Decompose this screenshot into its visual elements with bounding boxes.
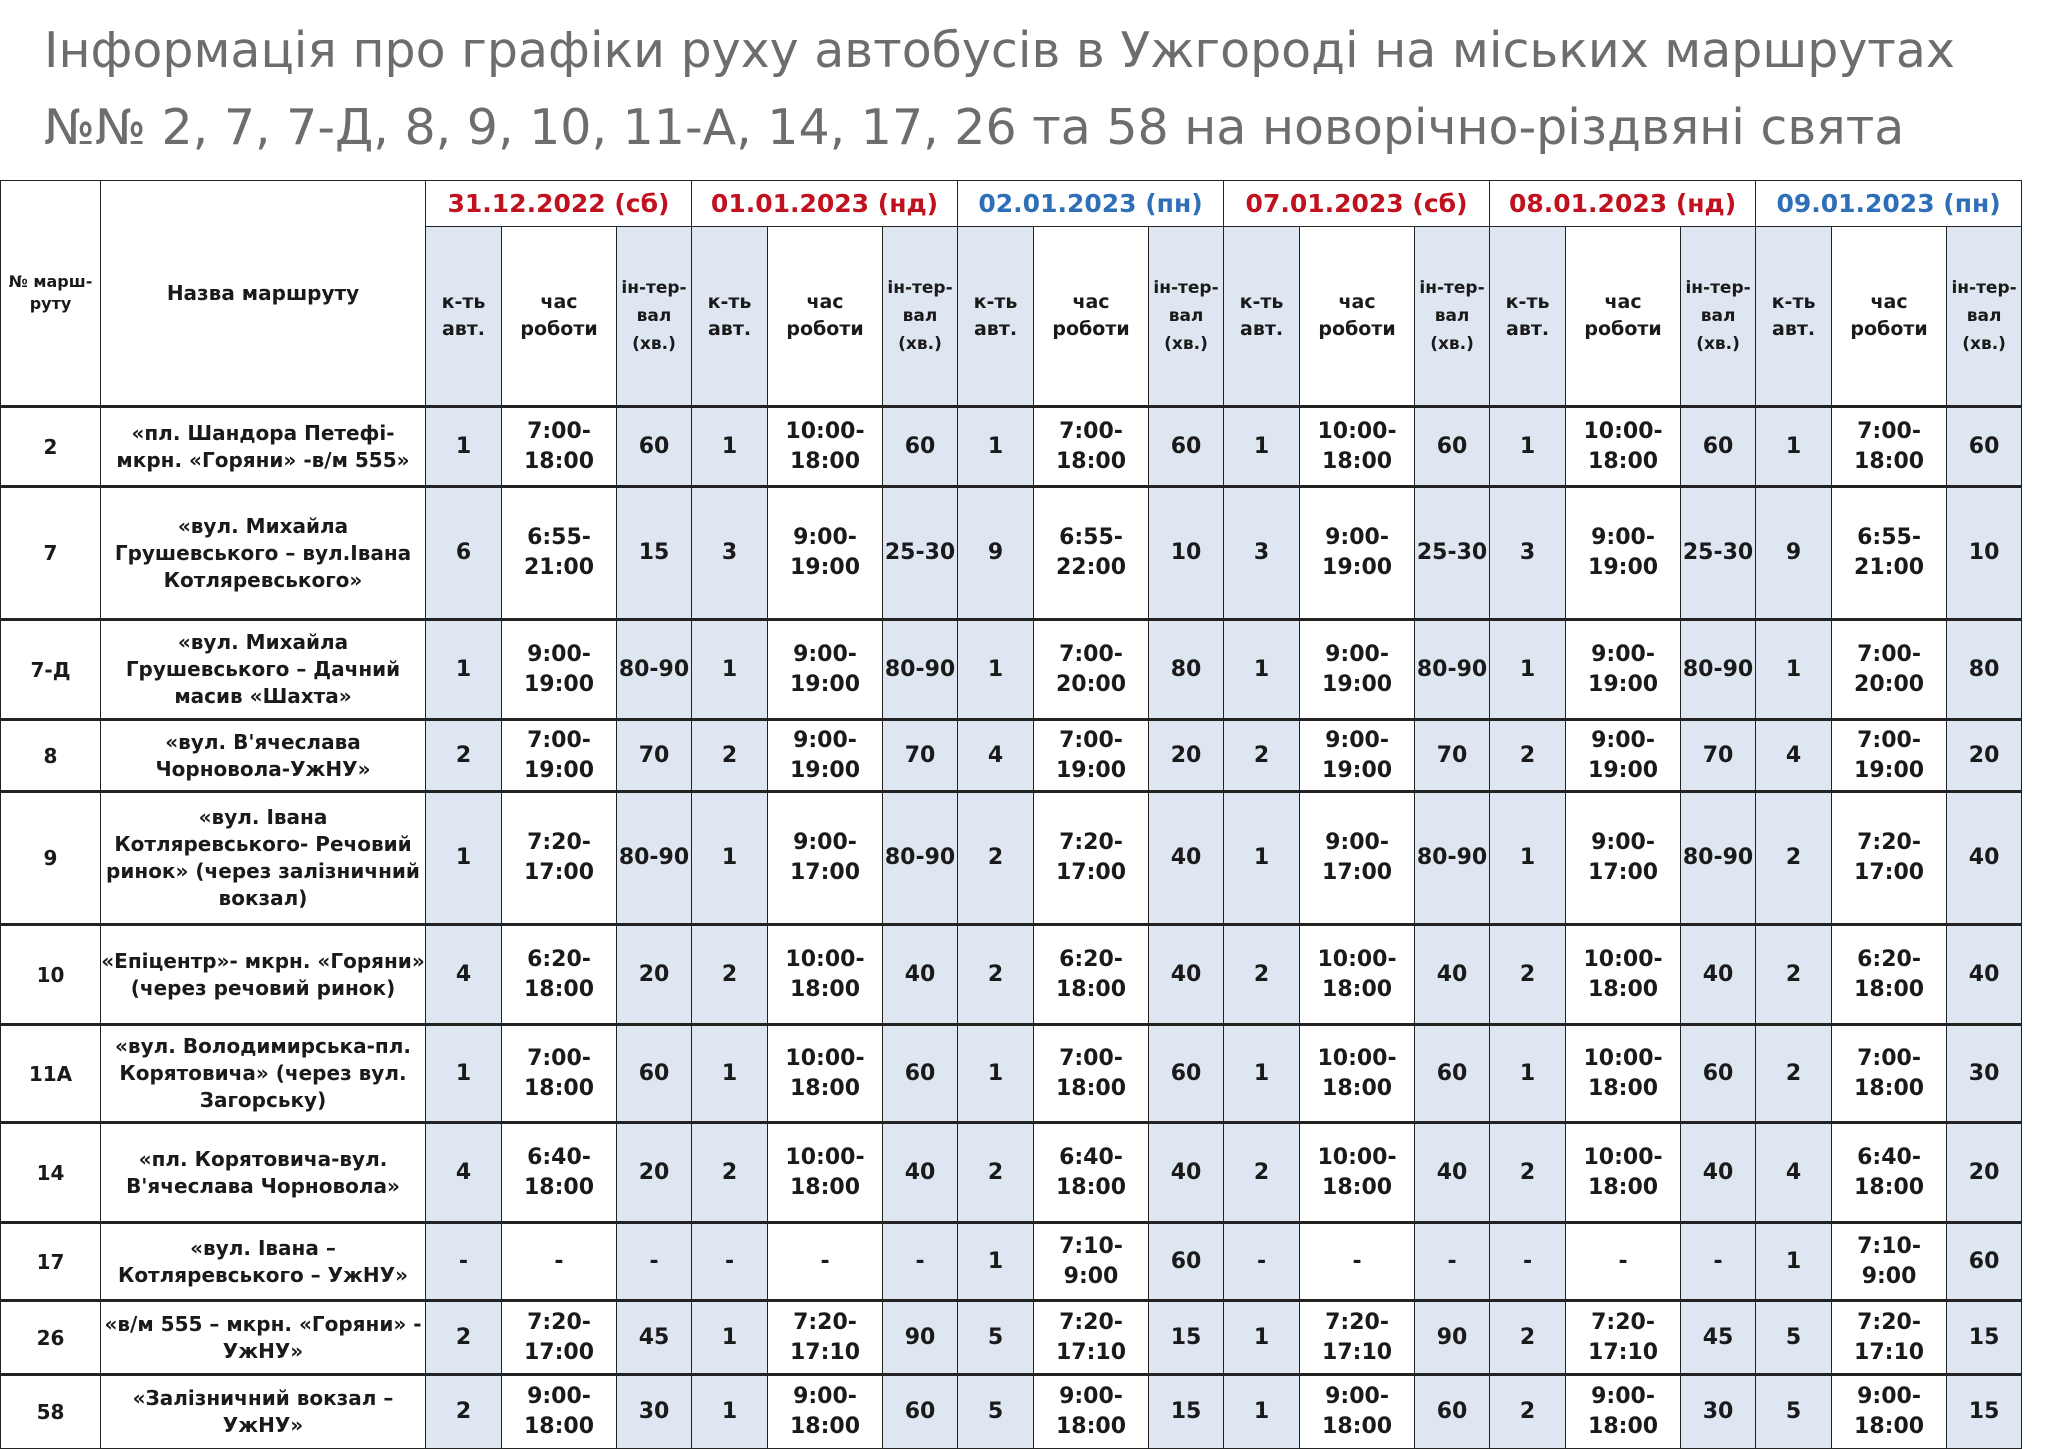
interval: 40	[1149, 792, 1224, 925]
bus-count: 2	[426, 1301, 502, 1375]
working-hours: 10:00-18:00	[1300, 1123, 1415, 1223]
working-hours: 7:20-17:00	[1034, 792, 1149, 925]
interval: 60	[1947, 1223, 2022, 1301]
working-hours: 7:10-9:00	[1034, 1223, 1149, 1301]
bus-count: 1	[692, 792, 768, 925]
header-day-5: 09.01.2023 (пн)	[1756, 181, 2022, 227]
working-hours: 10:00-18:00	[1566, 1025, 1681, 1123]
bus-count: 2	[1490, 1301, 1566, 1375]
bus-count: 2	[426, 720, 502, 792]
interval: 10	[1149, 487, 1224, 620]
table-row	[1, 1123, 2022, 1223]
route-number: 14	[1, 1123, 101, 1223]
interval: 60	[1415, 407, 1490, 487]
header-interval-1: ін-тер-вал (хв.)	[883, 227, 958, 407]
bus-count: 3	[692, 487, 768, 620]
route-name: «вул. Володимирська-пл. Корятовича» (через вул. Загорську)	[101, 1025, 426, 1123]
interval: 25-30	[1681, 487, 1756, 620]
bus-count: 1	[1756, 1223, 1832, 1301]
bus-count: 2	[1224, 925, 1300, 1025]
route-name: «пл. Шандора Петефі-мкрн. «Горяни» -в/м 555»	[101, 407, 426, 487]
bus-count: 6	[426, 487, 502, 620]
interval: 40	[1149, 925, 1224, 1025]
interval: 70	[1681, 720, 1756, 792]
header-buses-4: к-ть авт.	[1490, 227, 1566, 407]
working-hours: 9:00-18:00	[1832, 1375, 1947, 1449]
bus-count: 2	[1756, 792, 1832, 925]
working-hours: 6:55-22:00	[1034, 487, 1149, 620]
interval: 40	[1947, 925, 2022, 1025]
table-row	[1, 487, 2022, 620]
route-name: «вул. Михайла Грушевського – Дачний масив «Шахта»	[101, 620, 426, 720]
interval: 20	[617, 1123, 692, 1223]
working-hours: 6:20-18:00	[1034, 925, 1149, 1025]
working-hours: 7:10-9:00	[1832, 1223, 1947, 1301]
working-hours: 10:00-18:00	[768, 407, 883, 487]
bus-count: 4	[1756, 720, 1832, 792]
bus-count: 5	[1756, 1301, 1832, 1375]
interval: 40	[1415, 925, 1490, 1025]
working-hours: 6:40-18:00	[502, 1123, 617, 1223]
interval: 25-30	[883, 487, 958, 620]
interval: 60	[883, 1025, 958, 1123]
bus-count: 1	[1224, 792, 1300, 925]
header-day-0: 31.12.2022 (сб)	[426, 181, 692, 227]
bus-count: 5	[1756, 1375, 1832, 1449]
bus-count: 1	[426, 792, 502, 925]
interval: 90	[883, 1301, 958, 1375]
interval: 70	[1415, 720, 1490, 792]
working-hours: -	[502, 1223, 617, 1301]
interval: 40	[883, 925, 958, 1025]
interval: 30	[617, 1375, 692, 1449]
bus-count: 4	[426, 1123, 502, 1223]
interval: 80	[1947, 620, 2022, 720]
bus-count: 5	[958, 1375, 1034, 1449]
header-day-3: 07.01.2023 (сб)	[1224, 181, 1490, 227]
bus-count: 1	[958, 407, 1034, 487]
table-row	[1, 1223, 2022, 1301]
working-hours: 7:20-17:10	[768, 1301, 883, 1375]
working-hours: -	[1300, 1223, 1415, 1301]
interval: 80-90	[883, 620, 958, 720]
bus-count: 1	[426, 407, 502, 487]
working-hours: -	[768, 1223, 883, 1301]
interval: 40	[883, 1123, 958, 1223]
bus-count: 1	[692, 1025, 768, 1123]
working-hours: 9:00-19:00	[1300, 720, 1415, 792]
working-hours: 7:20-17:10	[1832, 1301, 1947, 1375]
table-row	[1, 1301, 2022, 1375]
working-hours: 9:00-18:00	[768, 1375, 883, 1449]
route-number: 11А	[1, 1025, 101, 1123]
interval: 60	[617, 1025, 692, 1123]
working-hours: 9:00-19:00	[768, 620, 883, 720]
bus-count: 2	[1490, 1123, 1566, 1223]
interval: 60	[1415, 1025, 1490, 1123]
header-day-2: 02.01.2023 (пн)	[958, 181, 1224, 227]
interval: 70	[617, 720, 692, 792]
interval: -	[1681, 1223, 1756, 1301]
interval: 80-90	[1415, 792, 1490, 925]
bus-count: -	[1224, 1223, 1300, 1301]
header-buses-3: к-ть авт.	[1224, 227, 1300, 407]
route-number: 9	[1, 792, 101, 925]
bus-count: 4	[1756, 1123, 1832, 1223]
bus-count: 3	[1490, 487, 1566, 620]
header-hours-1: час роботи	[768, 227, 883, 407]
header-interval-5: ін-тер-вал (хв.)	[1947, 227, 2022, 407]
working-hours: 10:00-18:00	[1300, 1025, 1415, 1123]
bus-count: 1	[1224, 620, 1300, 720]
working-hours: 6:40-18:00	[1034, 1123, 1149, 1223]
table-row	[1, 620, 2022, 720]
interval: 60	[883, 1375, 958, 1449]
working-hours: 6:20-18:00	[1832, 925, 1947, 1025]
working-hours: 9:00-19:00	[1566, 720, 1681, 792]
table-row	[1, 1375, 2022, 1449]
bus-count: 1	[1490, 1025, 1566, 1123]
working-hours: 9:00-19:00	[1300, 620, 1415, 720]
bus-count: 1	[1224, 1375, 1300, 1449]
header-day-4: 08.01.2023 (нд)	[1490, 181, 1756, 227]
interval: 15	[1947, 1375, 2022, 1449]
header-hours-4: час роботи	[1566, 227, 1681, 407]
bus-count: 2	[1490, 720, 1566, 792]
working-hours: 9:00-17:00	[1300, 792, 1415, 925]
table-row	[1, 720, 2022, 792]
bus-count: -	[426, 1223, 502, 1301]
interval: 80-90	[1415, 620, 1490, 720]
bus-count: 1	[1756, 620, 1832, 720]
working-hours: 9:00-17:00	[768, 792, 883, 925]
bus-count: 1	[1756, 407, 1832, 487]
bus-count: 2	[958, 792, 1034, 925]
working-hours: 7:00-18:00	[502, 1025, 617, 1123]
working-hours: 7:20-17:10	[1034, 1301, 1149, 1375]
bus-count: 2	[1224, 1123, 1300, 1223]
interval: -	[617, 1223, 692, 1301]
interval: 80-90	[617, 620, 692, 720]
bus-count: 1	[958, 1223, 1034, 1301]
interval: 60	[1947, 407, 2022, 487]
bus-count: 1	[426, 620, 502, 720]
table-row	[1, 792, 2022, 925]
bus-count: 3	[1224, 487, 1300, 620]
header-hours-3: час роботи	[1300, 227, 1415, 407]
interval: 20	[1947, 1123, 2022, 1223]
working-hours: 7:20-17:00	[502, 792, 617, 925]
bus-count: 1	[1224, 407, 1300, 487]
bus-count: 1	[1490, 792, 1566, 925]
interval: 80-90	[1681, 792, 1756, 925]
working-hours: 9:00-18:00	[1034, 1375, 1149, 1449]
interval: 40	[1947, 792, 2022, 925]
route-name: «пл. Корятовича-вул. В'ячеслава Чорновола»	[101, 1123, 426, 1223]
route-number: 2	[1, 407, 101, 487]
working-hours: 9:00-19:00	[768, 720, 883, 792]
route-name: «Залізничний вокзал – УжНУ»	[101, 1375, 426, 1449]
bus-count: 1	[1490, 620, 1566, 720]
working-hours: 7:20-17:00	[1832, 792, 1947, 925]
working-hours: 9:00-19:00	[768, 487, 883, 620]
header-route-name: Назва маршруту	[101, 181, 426, 407]
interval: 80-90	[617, 792, 692, 925]
bus-count: 2	[1756, 1025, 1832, 1123]
interval: -	[1415, 1223, 1490, 1301]
working-hours: 7:00-19:00	[1034, 720, 1149, 792]
route-name: «в/м 555 – мкрн. «Горяни» - УжНУ»	[101, 1301, 426, 1375]
header-buses-2: к-ть авт.	[958, 227, 1034, 407]
route-name: «вул. Івана Котляревського- Речовий ринок» (через залізничний вокзал)	[101, 792, 426, 925]
table-row	[1, 407, 2022, 487]
bus-count: 1	[692, 1301, 768, 1375]
bus-count: 2	[1756, 925, 1832, 1025]
bus-count: 1	[958, 620, 1034, 720]
bus-count: 2	[692, 1123, 768, 1223]
interval: 60	[1681, 1025, 1756, 1123]
working-hours: 7:20-17:10	[1566, 1301, 1681, 1375]
bus-count: 2	[1224, 720, 1300, 792]
route-number: 8	[1, 720, 101, 792]
interval: 60	[1681, 407, 1756, 487]
bus-count: 4	[958, 720, 1034, 792]
bus-count: 2	[1490, 1375, 1566, 1449]
working-hours: 7:00-19:00	[1832, 720, 1947, 792]
bus-count: -	[692, 1223, 768, 1301]
interval: 60	[617, 407, 692, 487]
header-hours-0: час роботи	[502, 227, 617, 407]
header-buses-1: к-ть авт.	[692, 227, 768, 407]
header-interval-2: ін-тер-вал (хв.)	[1149, 227, 1224, 407]
header-route-number: № марш-руту	[1, 181, 101, 407]
bus-count: 4	[426, 925, 502, 1025]
header-buses-0: к-ть авт.	[426, 227, 502, 407]
interval: 45	[617, 1301, 692, 1375]
interval: 45	[1681, 1301, 1756, 1375]
interval: 60	[1415, 1375, 1490, 1449]
interval: 90	[1415, 1301, 1490, 1375]
table-row	[1, 925, 2022, 1025]
working-hours: 9:00-18:00	[1566, 1375, 1681, 1449]
working-hours: 7:00-20:00	[1034, 620, 1149, 720]
working-hours: -	[1566, 1223, 1681, 1301]
working-hours: 10:00-18:00	[1300, 407, 1415, 487]
page-title	[44, 12, 2034, 166]
bus-count: 9	[958, 487, 1034, 620]
working-hours: 7:20-17:10	[1300, 1301, 1415, 1375]
interval: 15	[1149, 1375, 1224, 1449]
bus-count: 2	[1490, 925, 1566, 1025]
working-hours: 7:00-20:00	[1832, 620, 1947, 720]
working-hours: 7:00-18:00	[1034, 407, 1149, 487]
bus-count: 1	[1490, 407, 1566, 487]
interval: 30	[1681, 1375, 1756, 1449]
interval: 80-90	[883, 792, 958, 925]
bus-count: 2	[426, 1375, 502, 1449]
interval: 40	[1415, 1123, 1490, 1223]
interval: 20	[1947, 720, 2022, 792]
working-hours: 10:00-18:00	[768, 1025, 883, 1123]
interval: -	[883, 1223, 958, 1301]
interval: 60	[1149, 407, 1224, 487]
bus-count: 1	[692, 1375, 768, 1449]
route-number: 7-Д	[1, 620, 101, 720]
interval: 40	[1149, 1123, 1224, 1223]
working-hours: 9:00-19:00	[1566, 620, 1681, 720]
bus-count: 1	[692, 407, 768, 487]
bus-count: 1	[958, 1025, 1034, 1123]
interval: 15	[617, 487, 692, 620]
bus-count: 1	[692, 620, 768, 720]
interval: 70	[883, 720, 958, 792]
route-name: «вул. Івана – Котляревського – УжНУ»	[101, 1223, 426, 1301]
working-hours: 9:00-17:00	[1566, 792, 1681, 925]
bus-count: -	[1490, 1223, 1566, 1301]
working-hours: 6:55-21:00	[1832, 487, 1947, 620]
bus-count: 2	[958, 1123, 1034, 1223]
header-interval-0: ін-тер-вал (хв.)	[617, 227, 692, 407]
header-interval-3: ін-тер-вал (хв.)	[1415, 227, 1490, 407]
interval: 40	[1681, 925, 1756, 1025]
bus-count: 1	[426, 1025, 502, 1123]
working-hours: 10:00-18:00	[768, 925, 883, 1025]
working-hours: 7:00-18:00	[1034, 1025, 1149, 1123]
route-number: 17	[1, 1223, 101, 1301]
working-hours: 6:55-21:00	[502, 487, 617, 620]
working-hours: 10:00-18:00	[1566, 1123, 1681, 1223]
header-hours-5: час роботи	[1832, 227, 1947, 407]
bus-count: 1	[1224, 1301, 1300, 1375]
working-hours: 10:00-18:00	[1566, 407, 1681, 487]
interval: 15	[1149, 1301, 1224, 1375]
route-number: 58	[1, 1375, 101, 1449]
route-number: 26	[1, 1301, 101, 1375]
working-hours: 7:00-19:00	[502, 720, 617, 792]
working-hours: 9:00-19:00	[502, 620, 617, 720]
working-hours: 9:00-18:00	[1300, 1375, 1415, 1449]
working-hours: 9:00-18:00	[502, 1375, 617, 1449]
header-hours-2: час роботи	[1034, 227, 1149, 407]
route-name: «вул. Михайла Грушевського – вул.Івана Котляревського»	[101, 487, 426, 620]
bus-count: 5	[958, 1301, 1034, 1375]
working-hours: 9:00-19:00	[1300, 487, 1415, 620]
interval: 80-90	[1681, 620, 1756, 720]
working-hours: 6:40-18:00	[1832, 1123, 1947, 1223]
title-line-1: Інформація про графіки руху автобусів в Ужгороді на міських маршрутах	[44, 22, 1955, 79]
interval: 40	[1681, 1123, 1756, 1223]
route-name: «вул. В'ячеслава Чорновола-УжНУ»	[101, 720, 426, 792]
working-hours: 9:00-19:00	[1566, 487, 1681, 620]
bus-count: 2	[958, 925, 1034, 1025]
interval: 60	[883, 407, 958, 487]
interval: 10	[1947, 487, 2022, 620]
interval: 25-30	[1415, 487, 1490, 620]
bus-count: 2	[692, 925, 768, 1025]
route-number: 10	[1, 925, 101, 1025]
route-name: «Епіцентр»- мкрн. «Горяни» (через речовий ринок)	[101, 925, 426, 1025]
interval: 30	[1947, 1025, 2022, 1123]
interval: 80	[1149, 620, 1224, 720]
working-hours: 10:00-18:00	[1566, 925, 1681, 1025]
working-hours: 10:00-18:00	[768, 1123, 883, 1223]
schedule-table	[0, 180, 2022, 1449]
working-hours: 10:00-18:00	[1300, 925, 1415, 1025]
interval: 60	[1149, 1223, 1224, 1301]
interval: 15	[1947, 1301, 2022, 1375]
bus-count: 2	[692, 720, 768, 792]
working-hours: 7:00-18:00	[1832, 407, 1947, 487]
interval: 20	[617, 925, 692, 1025]
header-interval-4: ін-тер-вал (хв.)	[1681, 227, 1756, 407]
bus-count: 9	[1756, 487, 1832, 620]
working-hours: 6:20-18:00	[502, 925, 617, 1025]
working-hours: 7:20-17:00	[502, 1301, 617, 1375]
title-line-2: №№ 2, 7, 7-Д, 8, 9, 10, 11-А, 14, 17, 26 та 58 на новорічно-різдвяні свята	[44, 99, 1905, 156]
header-buses-5: к-ть авт.	[1756, 227, 1832, 407]
interval: 20	[1149, 720, 1224, 792]
working-hours: 7:00-18:00	[1832, 1025, 1947, 1123]
route-number: 7	[1, 487, 101, 620]
interval: 60	[1149, 1025, 1224, 1123]
table-row	[1, 1025, 2022, 1123]
working-hours: 7:00-18:00	[502, 407, 617, 487]
bus-count: 1	[1224, 1025, 1300, 1123]
header-day-1: 01.01.2023 (нд)	[692, 181, 958, 227]
